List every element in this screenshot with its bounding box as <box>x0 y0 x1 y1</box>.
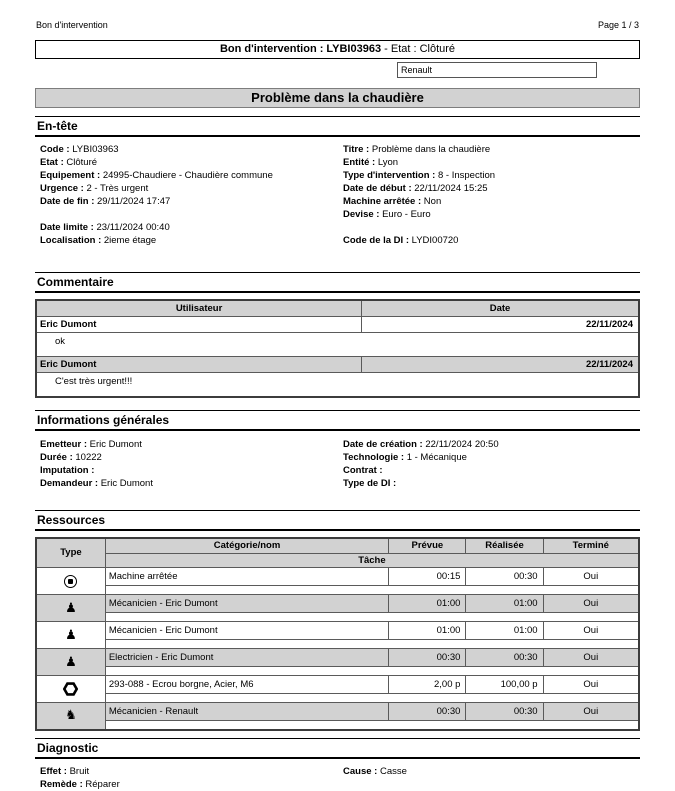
page-number: Page 1 / 3 <box>597 20 639 30</box>
section-diagnostic-title: Diagnostic <box>35 741 640 759</box>
resource-planned: 00:30 <box>389 703 466 721</box>
resource-task-subrow <box>105 640 639 649</box>
nut-icon <box>63 682 78 696</box>
resource-type-cell <box>36 649 105 676</box>
resource-done: Oui <box>543 568 639 586</box>
entete-fields <box>35 137 640 247</box>
field-line: Contrat : <box>343 464 383 476</box>
section-commentaire <box>35 272 640 293</box>
resource-actual: 00:30 <box>466 568 543 586</box>
field-line: Emetteur : Eric Dumont <box>40 438 142 450</box>
title-bar-state: - Etat : Clôturé <box>381 43 456 55</box>
diagnostic-left-column <box>40 765 343 791</box>
section-informations-title: Informations générales <box>35 413 640 431</box>
field-line: Entité : Lyon <box>343 157 399 168</box>
field-line <box>343 778 640 791</box>
general-left-column <box>40 438 343 490</box>
comments-table <box>35 299 640 398</box>
resource-planned: 00:15 <box>389 568 466 586</box>
comment-date: 22/11/2024 <box>362 356 639 372</box>
person-icon: ♟ <box>65 654 77 670</box>
resource-actual: 01:00 <box>466 595 543 613</box>
field-line <box>343 221 640 234</box>
field-line: Equipement : 24995-Chaudiere - Chaudière commune <box>40 170 273 181</box>
field-line: Type d'intervention : 8 - Inspection <box>343 170 496 181</box>
resources-col-done: Terminé <box>543 538 639 554</box>
resource-done: Oui <box>543 703 639 721</box>
resource-actual: 00:30 <box>466 703 543 721</box>
section-entete-title: En-tête <box>35 119 640 137</box>
field-line: Demandeur : Eric Dumont <box>40 477 153 489</box>
resource-task-subrow <box>105 586 639 595</box>
resource-name: Mécanicien - Eric Dumont <box>105 595 388 613</box>
field-line: Titre : Problème dans la chaudière <box>343 144 491 155</box>
field-line: Machine arrêtée : Non <box>343 196 442 207</box>
client-input[interactable] <box>397 62 597 78</box>
resource-done: Oui <box>543 649 639 667</box>
comment-user: Eric Dumont <box>36 316 362 332</box>
section-ressources-title: Ressources <box>35 513 640 531</box>
comment-text: ok <box>36 332 639 356</box>
resource-type-cell <box>36 622 105 649</box>
subject-bar: Problème dans la chaudière <box>35 88 640 108</box>
resource-name: Mécanicien - Renault <box>105 703 388 721</box>
resources-table <box>35 537 640 731</box>
resources-col-type: Type <box>36 538 105 568</box>
resource-done: Oui <box>543 622 639 640</box>
resource-done: Oui <box>543 676 639 694</box>
field-line: Remède : Réparer <box>40 778 120 790</box>
field-line <box>40 208 343 221</box>
resource-name: Mécanicien - Eric Dumont <box>105 622 388 640</box>
field-line: Technologie : 1 - Mécanique <box>343 451 467 463</box>
title-bar <box>35 40 640 59</box>
resources-col-task: Tâche <box>105 554 639 568</box>
diagnostic-fields <box>35 759 640 791</box>
comments-col-user: Utilisateur <box>36 300 362 316</box>
resource-planned: 00:30 <box>389 649 466 667</box>
page-header-row <box>35 20 640 31</box>
field-line: Date de création : 22/11/2024 20:50 <box>343 438 499 450</box>
resource-task-subrow <box>105 667 639 676</box>
field-line: Etat : Clôturé <box>40 157 98 168</box>
section-ressources <box>35 510 640 531</box>
resource-name: Electricien - Eric Dumont <box>105 649 388 667</box>
field-line: Effet : Bruit <box>40 765 90 777</box>
resource-task-subrow <box>105 721 639 730</box>
comment-user: Eric Dumont <box>36 356 362 372</box>
client-field-row <box>35 62 640 81</box>
field-line: Code de la DI : LYDI00720 <box>343 235 459 246</box>
field-line: Durée : 10222 <box>40 451 102 463</box>
resource-type-cell <box>36 676 105 703</box>
machine-stopped-icon <box>64 575 77 588</box>
resource-actual: 100,00 p <box>466 676 543 694</box>
comment-text: C'est très urgent!!! <box>36 372 639 397</box>
person-icon: ♟ <box>65 627 77 643</box>
resource-actual: 00:30 <box>466 649 543 667</box>
resource-planned: 01:00 <box>389 622 466 640</box>
resources-col-category: Catégorie/nom <box>105 538 388 554</box>
resource-done: Oui <box>543 595 639 613</box>
resource-planned: 2,00 p <box>389 676 466 694</box>
resource-type-cell <box>36 595 105 622</box>
section-diagnostic <box>35 738 640 759</box>
report-type-label: Bon d'intervention <box>36 20 108 30</box>
contractor-icon: ♞ <box>65 708 77 724</box>
field-line: Date limite : 23/11/2024 00:40 <box>40 222 170 233</box>
resource-type-cell <box>36 703 105 730</box>
resource-planned: 01:00 <box>389 595 466 613</box>
resources-col-actual: Réalisée <box>466 538 543 554</box>
section-entete <box>35 116 640 137</box>
general-right-column <box>343 438 640 490</box>
resource-name: Machine arrêtée <box>105 568 388 586</box>
entete-left-column <box>40 143 343 247</box>
section-informations <box>35 410 640 431</box>
resources-col-planned: Prévue <box>389 538 466 554</box>
field-line: Date de fin : 29/11/2024 17:47 <box>40 196 171 207</box>
resource-actual: 01:00 <box>466 622 543 640</box>
field-line: Code : LYBI03963 <box>40 144 119 155</box>
title-bar-code: Bon d'intervention : LYBI03963 <box>219 43 382 55</box>
resource-task-subrow <box>105 613 639 622</box>
field-line: Cause : Casse <box>343 765 407 777</box>
comment-date: 22/11/2024 <box>362 316 639 332</box>
resource-name: 293-088 - Ecrou borgne, Acier, M6 <box>105 676 388 694</box>
section-commentaire-title: Commentaire <box>35 275 640 293</box>
field-line: Urgence : 2 - Très urgent <box>40 183 149 194</box>
field-line: Type de DI : <box>343 477 397 489</box>
comments-col-date: Date <box>362 300 639 316</box>
resource-type-cell <box>36 568 105 595</box>
field-line: Date de début : 22/11/2024 15:25 <box>343 183 488 194</box>
resource-task-subrow <box>105 694 639 703</box>
field-line: Localisation : 2ieme étage <box>40 235 157 246</box>
diagnostic-right-column <box>343 765 640 791</box>
entete-right-column <box>343 143 640 247</box>
person-icon: ♟ <box>65 600 77 616</box>
general-fields <box>35 431 640 490</box>
field-line: Devise : Euro - Euro <box>343 209 431 220</box>
field-line: Imputation : <box>40 464 95 476</box>
